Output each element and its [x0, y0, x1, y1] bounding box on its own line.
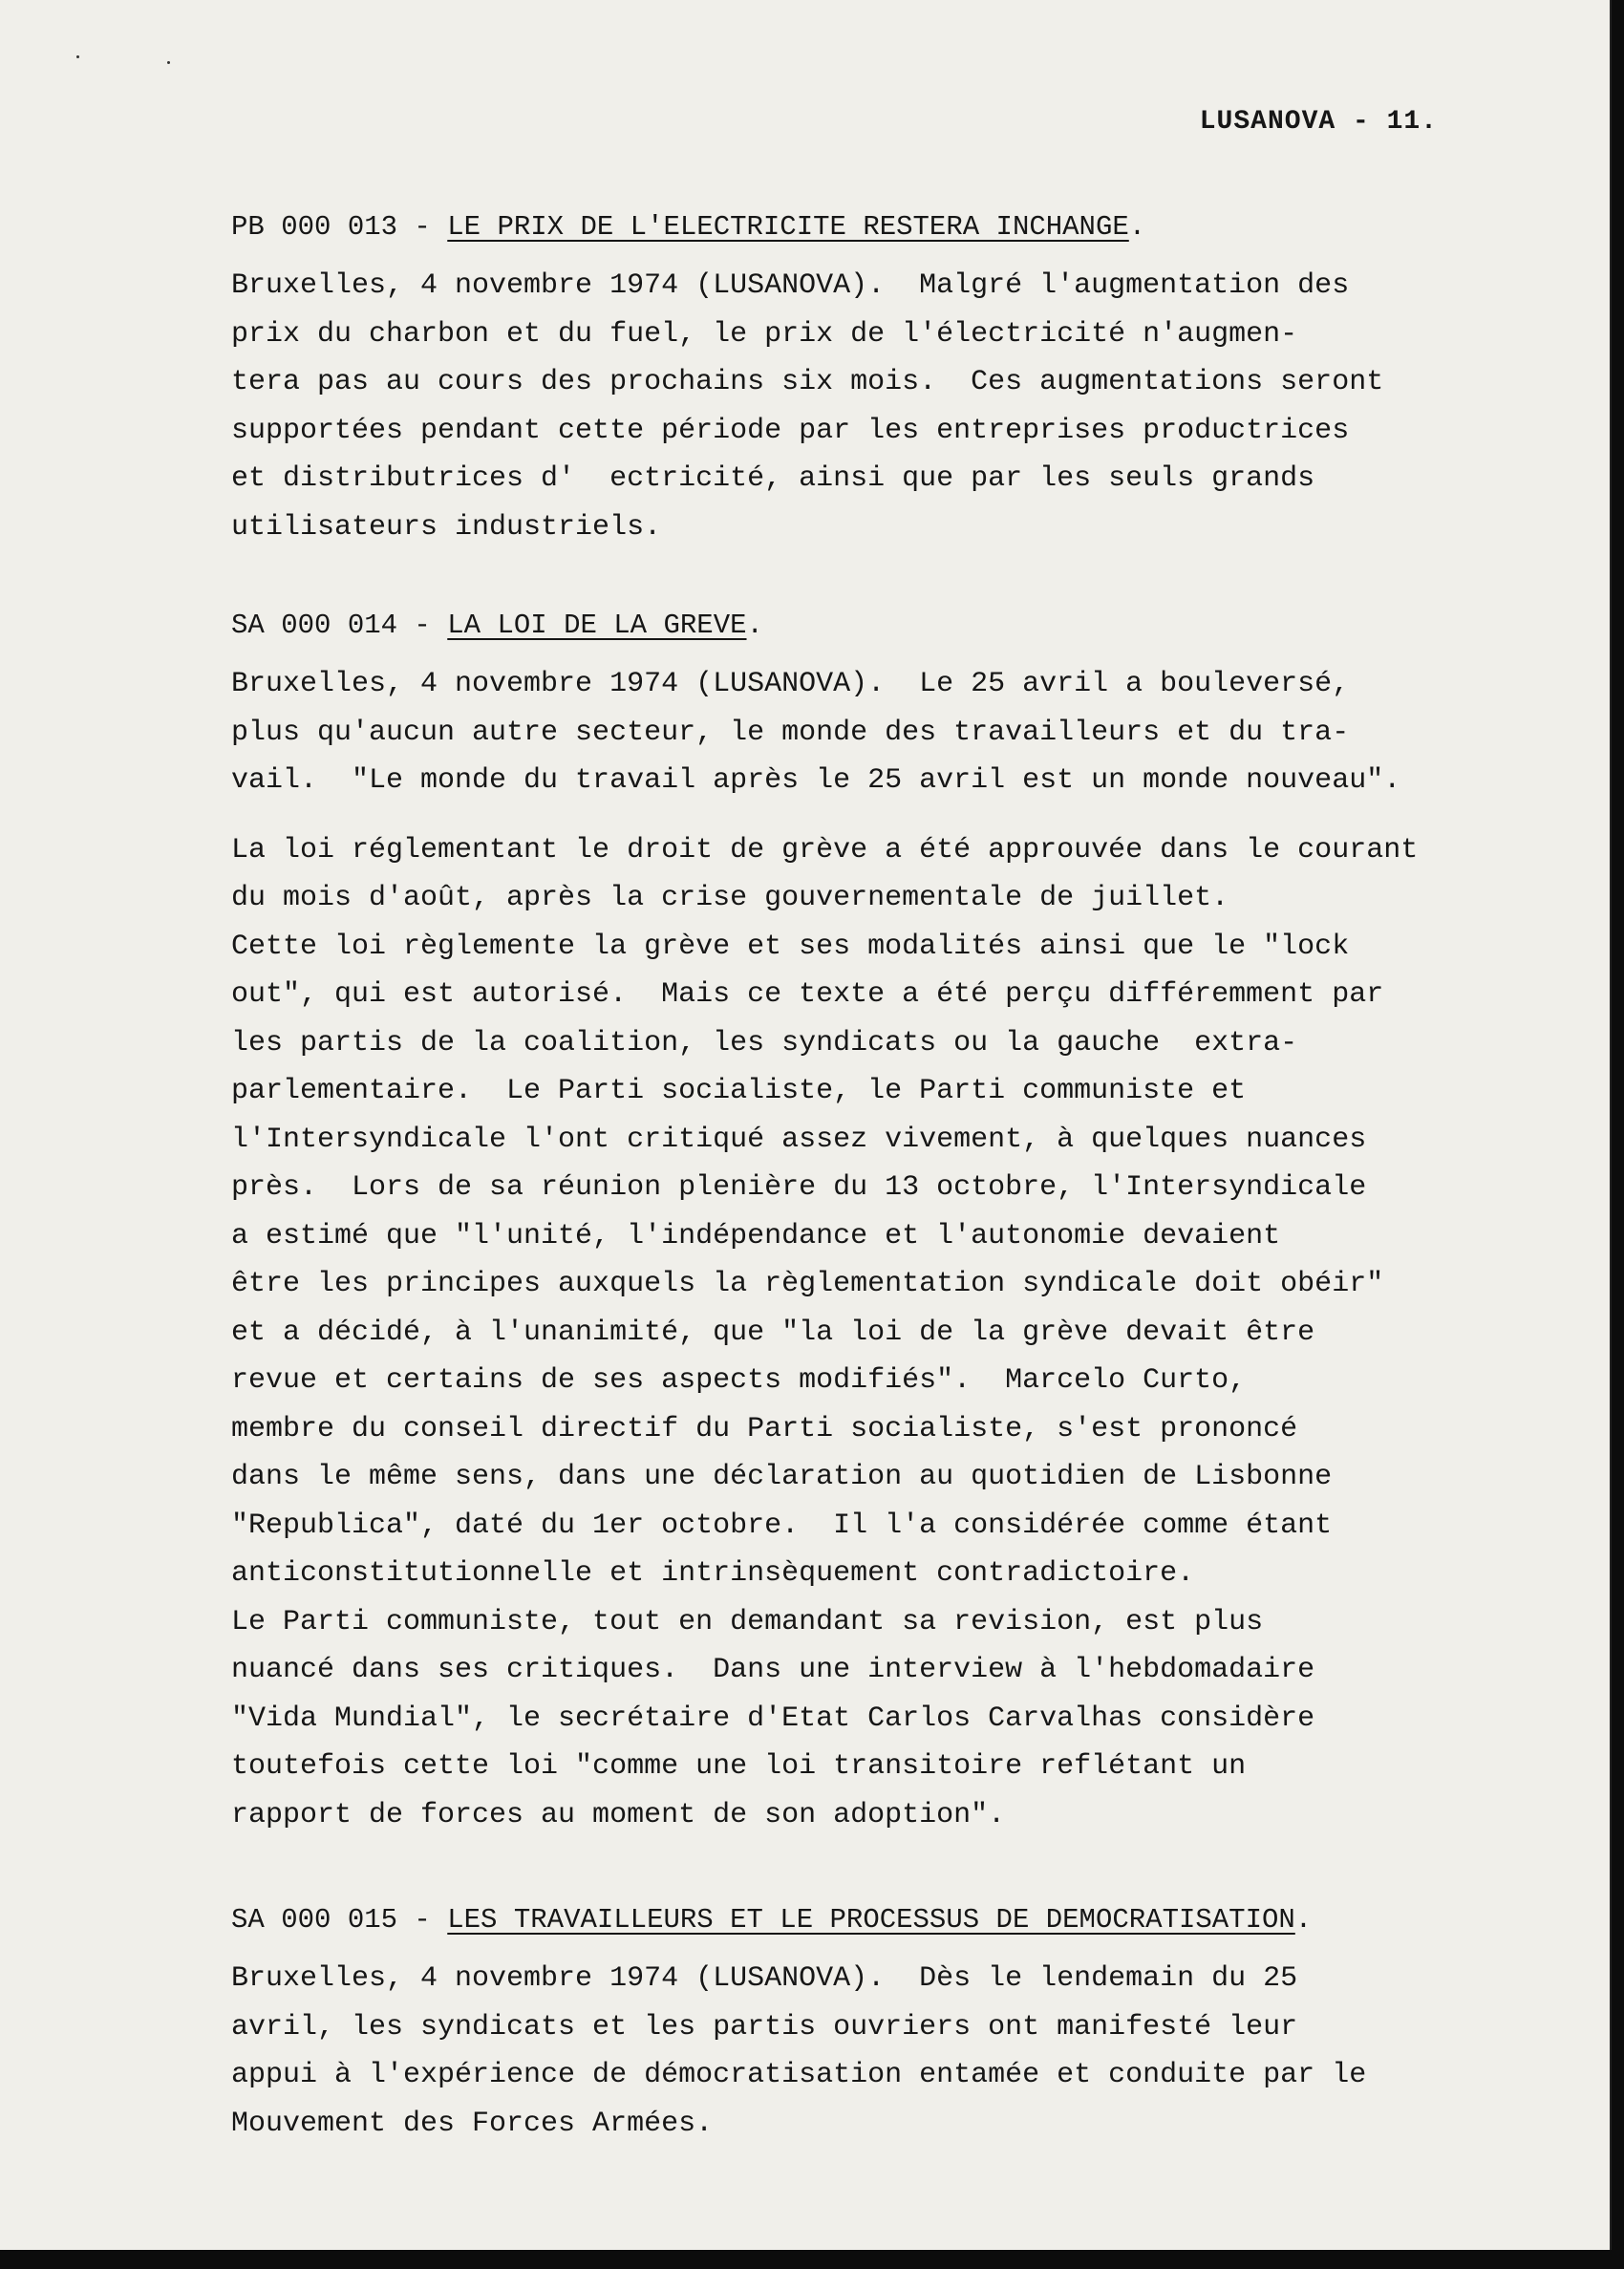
- text-line: out", qui est autorisé. Mais ce texte a été perçu différemment par: [231, 978, 1384, 1011]
- text-line: tera pas au cours des prochains six mois. Ces augmentations seront: [231, 366, 1384, 398]
- text-line: l'Intersyndicale l'ont critiqué assez vivement, à quelques nuances: [231, 1123, 1367, 1156]
- article-title: [231, 609, 1569, 643]
- speck-mark: [167, 61, 170, 64]
- text-line: plus qu'aucun autre secteur, le monde des travailleurs et du tra-: [231, 716, 1350, 749]
- text-line: "Republica", daté du 1er octobre. Il l'a considérée comme étant: [231, 1509, 1333, 1542]
- text-line: Mouvement des Forces Armées.: [231, 2107, 714, 2140]
- article-headline: LA LOI DE LA GREVE: [447, 610, 747, 641]
- article-title: [231, 210, 1569, 245]
- page-header: LUSANOVA - 11.: [1199, 107, 1438, 137]
- text-line: revue et certains de ses aspects modifiés". Marcelo Curto,: [231, 1364, 1247, 1397]
- article: [231, 1903, 1569, 2169]
- article-headline-suffix: .: [1128, 211, 1146, 243]
- article-paragraph: [231, 262, 1569, 551]
- article-title: [231, 1903, 1569, 1937]
- article-headline: LES TRAVAILLEURS ET LE PROCESSUS DE DEMOCRATISATION: [447, 1904, 1295, 1936]
- article-headline-suffix: .: [1294, 1904, 1313, 1936]
- text-line: près. Lors de sa réunion plenière du 13 octobre, l'Intersyndicale: [231, 1171, 1367, 1204]
- article-headline-suffix: .: [746, 610, 763, 641]
- text-line: vail. "Le monde du travail après le 25 avril est un monde nouveau".: [231, 764, 1401, 797]
- text-line: Cette loi règlemente la grève et ses modalités ainsi que le "lock: [231, 930, 1350, 963]
- text-line: avril, les syndicats et les partis ouvriers ont manifesté leur: [231, 2010, 1298, 2044]
- text-line: anticonstitutionnelle et intrinsèquement contradictoire.: [231, 1557, 1195, 1590]
- article: [231, 210, 1569, 572]
- article-paragraph: [231, 660, 1569, 805]
- article-paragraph: [231, 826, 1569, 1840]
- text-line: supportées pendant cette période par les entreprises productrices: [231, 414, 1350, 447]
- text-line: rapport de forces au moment de son adoption".: [231, 1798, 1006, 1831]
- text-line: Le Parti communiste, tout en demandant sa revision, est plus: [231, 1605, 1264, 1638]
- text-line: a estimé que "l'unité, l'indépendance et l'autonomie devaient: [231, 1219, 1281, 1252]
- text-line: La loi réglementant le droit de grève a été approuvée dans le courant: [231, 833, 1419, 867]
- article-code: SA 000 015 -: [231, 1904, 448, 1936]
- text-line: utilisateurs industriels.: [231, 510, 662, 544]
- text-line: et a décidé, à l'unanimité, que "la loi de la grève devait être: [231, 1316, 1315, 1349]
- article-code: PB 000 013 -: [231, 211, 448, 243]
- text-line: appui à l'expérience de démocratisation entamée et conduite par le: [231, 2059, 1367, 2091]
- speck-mark: [76, 55, 79, 58]
- text-line: les partis de la coalition, les syndicats ou la gauche extra-: [231, 1026, 1298, 1060]
- text-line: Bruxelles, 4 novembre 1974 (LUSANOVA). Dès le lendemain du 25: [231, 1962, 1298, 1995]
- text-line: nuancé dans ses critiques. Dans une interview à l'hebdomadaire: [231, 1654, 1315, 1686]
- article-headline: LE PRIX DE L'ELECTRICITE RESTERA INCHANGE: [447, 211, 1129, 243]
- text-line: et distributrices d' ectricité, ainsi que par les seuls grands: [231, 462, 1315, 495]
- text-line: Bruxelles, 4 novembre 1974 (LUSANOVA). Malgré l'augmentation des: [231, 269, 1350, 302]
- text-line: "Vida Mundial", le secrétaire d'Etat Carlos Carvalhas considère: [231, 1702, 1315, 1735]
- article-paragraph: [231, 1955, 1569, 2148]
- text-line: membre du conseil directif du Parti socialiste, s'est prononcé: [231, 1412, 1298, 1445]
- article: [231, 609, 1569, 1860]
- text-line: Bruxelles, 4 novembre 1974 (LUSANOVA). Le 25 avril a bouleversé,: [231, 668, 1350, 700]
- text-line: dans le même sens, dans une déclaration au quotidien de Lisbonne: [231, 1461, 1333, 1493]
- article-code: SA 000 014 -: [231, 610, 448, 641]
- text-line: du mois d'août, après la crise gouvernementale de juillet.: [231, 882, 1229, 914]
- text-line: être les principes auxquels la règlementation syndicale doit obéir": [231, 1268, 1384, 1300]
- text-line: toutefois cette loi "comme une loi transitoire reflétant un: [231, 1750, 1247, 1783]
- text-line: parlementaire. Le Parti socialiste, le Parti communiste et: [231, 1075, 1247, 1107]
- text-line: prix du charbon et du fuel, le prix de l'électricité n'augmen-: [231, 317, 1298, 351]
